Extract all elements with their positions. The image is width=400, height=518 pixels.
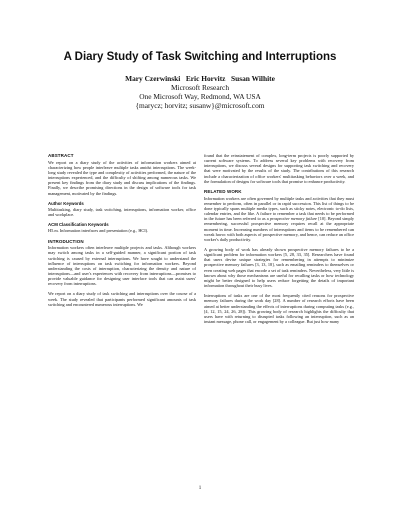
affiliation: Microsoft Research [170, 83, 230, 92]
related-p1-start: Information workers are often governed by multiple tasks and activities that they must remember to perform, often in parallel or in rapid succession. This list of things to be done typically spans multiple media types, such as sticky notes, electronic to-do lists, calendar entries, and the like. A failure to remember a task that needs to be performed in the future has been referred to as a [204, 195, 354, 222]
related-paragraph-1 [204, 196, 354, 242]
abstract-heading: ABSTRACT [48, 153, 74, 158]
page-number: 1 [198, 486, 202, 491]
right-column [204, 153, 354, 329]
related-p1-end: [10]. Beyond simply remembering, successful prospective memory requires recall at the appropriate moment in time. Increasing numbers of interruptions and items to be remembered can wreak havoc with both aspects of prospective memory, and hence, can reduce an office worker's daily productivity. [204, 216, 354, 242]
abstract-text: We report on a diary study of the activities of information workers aimed at characterizing how people interleave multiple tasks amidst interruptions. The week-long study revealed the type and complexity of activities performed, the nature of the interruptions experienced, and the difficulty of shifting among numerous tasks. We present key findings from the diary study and discuss implications of the findings. Finally, we describe promising directions in the design of software tools for task management, motivated by the findings. [48, 159, 196, 196]
paper-title: A Diary Study of Task Switching and Interruptions [63, 51, 337, 63]
related-p1-term: prospective memory failure [269, 216, 318, 222]
related-paragraph-3: Interruptions of tasks are one of the most frequently cited reasons for prospective memory failures during the work day [28]. A number of research efforts have been aimed at better understanding the effects of interruptions during computing tasks (e.g., [4, 12, 15, 24, 26, 28]). This growing body of research highlights the difficulty that users have with returning to disrupted tasks following an interruption, such as an instant message, phone call, or engagement by a colleague. But just how many [204, 293, 354, 325]
intro-continuation: found that the reinstatement of complex, long-term projects is poorly supported by current software systems. To address several key problems with recovery from interruptions, we discuss several designs for supporting task switching and recovery that were motivated by the results of the study. The contributions of this research include a characterization of office workers' multitasking behaviors over a week, and the formulation of designs for software tools that promise to enhance productivity. [204, 153, 354, 184]
intro-paragraph-1: Information workers often interleave multiple projects and tasks. Although workers may switch among tasks in a self-guided manner, a significant portion of task switching is caused by external interruptions. We have sought to understand the influence of interruptions on task switching for information workers. Beyond understanding the costs of interruption, characterizing the density and nature of interruptions—and user's experiences with recovery from interruptions—promises to provide valuable guidance for designing user interface tools that can assist users' recovery from interruptions. [48, 245, 196, 287]
keywords-heading: Author Keywords [48, 200, 84, 206]
author-block [0, 74, 400, 110]
intro-paragraph-2: We report on a diary study of task switching and interruptions over the course of a week. The study revealed that participants performed significant amounts of task switching and encountered numerous interruptions. We [48, 291, 196, 307]
left-column [48, 153, 196, 312]
keywords-text: Multitasking, diary study, task switching, interruptions, information worker, office and workplace. [48, 206, 196, 218]
related-work-heading: RELATED WORK [204, 188, 242, 194]
acm-heading: ACM Classification Keywords [48, 222, 109, 228]
address: One Microsoft Way, Redmond, WA USA [139, 92, 261, 101]
related-paragraph-2: A growing body of work has already shown prospective memory failures to be a significant problem for information workers [5, 28, 33, 35]. Researchers have found that users devise unique strategies for remembering in attempts to minimize prospective memory failures [3, 13, 18], such as emailing reminders to themselves or even creating web pages that encode a set of task reminders. Nevertheless, very little is known about why those mechanisms are useful for recalling tasks or how technology might be better designed to help users reduce forgetting the details of important information throughout their busy lives. [204, 247, 354, 289]
author-emails: {marycz; horvitz; susanw}@microsoft.com [135, 101, 265, 110]
author-names: Mary Czerwinski Eric Horvitz Susan Wilhite [125, 74, 275, 83]
introduction-heading: INTRODUCTION [48, 238, 84, 244]
acm-text: H5.m. Information interfaces and presentation (e.g., HCI). [48, 228, 149, 234]
